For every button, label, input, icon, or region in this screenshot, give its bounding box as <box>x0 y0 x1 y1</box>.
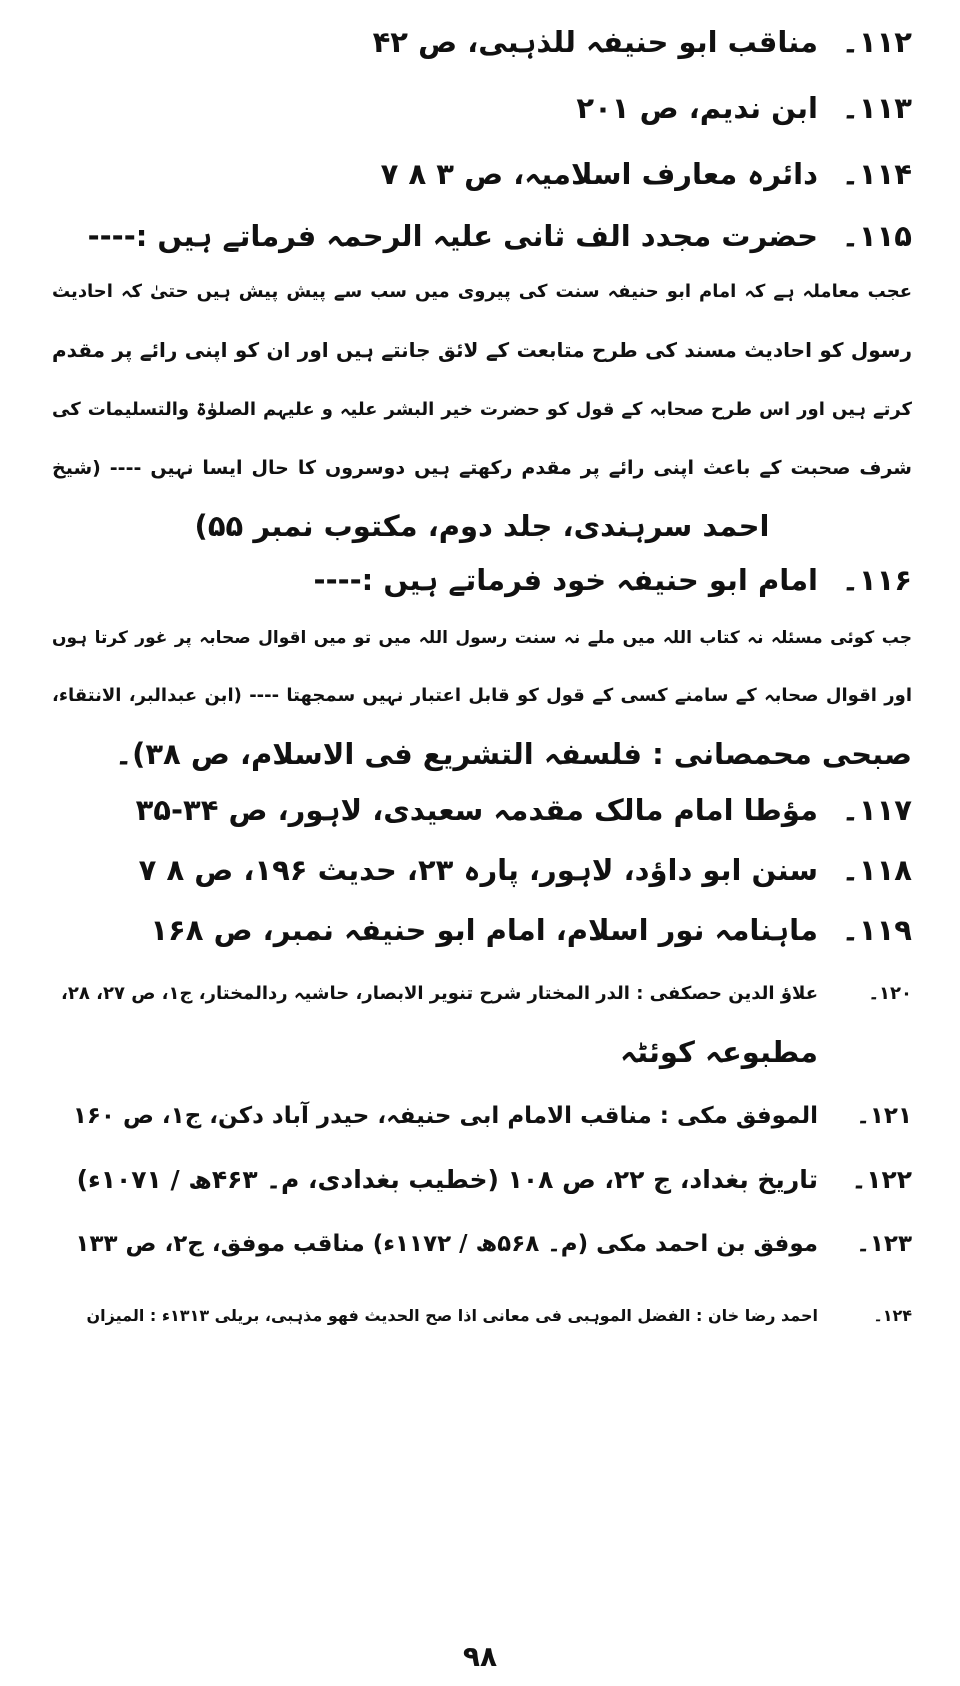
quote-115-line: شرف صحبت کے باعث اپنی رائے پر مقدم رکھتے ہیں دوسروں کا حال ایسا نہیں ---- (شیخ <box>52 457 912 479</box>
quote-116-line: صبحی محمصانی : فلسفہ التشریع فی الاسلام، ص ۳۸)۔ <box>115 737 912 771</box>
quote-115-line: کرتے ہیں اور اس طرح صحابہ کے قول کو حضرت خیر البشر علیہ و علیہم الصلوٰۃ والتسلیمات کی <box>52 399 912 420</box>
footnote-116 <box>52 560 912 600</box>
footnote-text: علاؤ الدین حصکفی : الدر المختار شرح تنویر الابصار، حاشیہ ردالمختار، ج۱، ص ۲۷، ۲۸، <box>61 983 818 1004</box>
footnote-text: الموفق مکی : مناقب الامام ابی حنیفہ، حیدر آباد دکن، ج۱، ص ۱۶۰ <box>72 1103 818 1129</box>
quote-115-line: احمد سرہندی، جلد دوم، مکتوب نمبر ۵۵) <box>194 509 770 543</box>
footnote-number: ۱۱۴۔ <box>841 157 912 191</box>
footnote-120-continuation: مطبوعہ کوئٹہ <box>620 1035 818 1069</box>
footnote-112 <box>52 22 912 62</box>
footnote-text: مؤطا امام مالک مقدمہ سعیدی، لاہور، ص ۳۴-۳۵ <box>135 793 818 827</box>
footnote-121 <box>52 1096 912 1136</box>
footnote-text: مناقب ابو حنیفہ للذہبی، ص ۴۲ <box>372 25 818 59</box>
quote-115-line: رسول کو احادیث مسند کی طرح متابعت کے لائق جانتے ہیں اور ان کو اپنی رائے پر مقدم <box>52 338 912 362</box>
footnote-number: ۱۱۶۔ <box>841 563 912 597</box>
footnote-number: ۱۲۲۔ <box>851 1165 912 1194</box>
footnote-text: ماہنامہ نور اسلام، امام ابو حنیفہ نمبر، ص ۱۶۸ <box>150 913 818 947</box>
footnote-118 <box>52 850 912 890</box>
footnote-text: سنن ابو داؤد، لاہور، پارہ ۲۳، حدیث ۱۹۶، ص ۸ ۷ <box>138 853 818 887</box>
footnote-114 <box>52 154 912 194</box>
quote-116-line: جب کوئی مسئلہ نہ کتاب اللہ میں ملے نہ سنت رسول اللہ میں تو میں اقوال صحابہ پر غور کرتا ہوں <box>52 628 912 648</box>
footnote-text: دائرہ معارف اسلامیہ، ص ۳ ۸ ۷ <box>380 157 818 191</box>
footnote-number: ۱۲۱۔ <box>856 1103 912 1129</box>
footnote-text: موفق بن احمد مکی (م۔ ۵۶۸ھ / ۱۱۷۲ء) مناقب موفق، ج۲، ص ۱۳۳ <box>75 1231 818 1257</box>
footnote-117 <box>52 790 912 830</box>
footnote-number: ۱۲۴۔ <box>873 1306 912 1325</box>
footnote-text: امام ابو حنیفہ خود فرماتے ہیں :---- <box>313 563 818 597</box>
footnote-number: ۱۱۲۔ <box>841 25 912 59</box>
footnote-115 <box>52 216 912 256</box>
footnote-number: ۱۱۸۔ <box>841 853 912 887</box>
footnote-number: ۱۱۳۔ <box>841 91 912 125</box>
footnote-number: ۱۱۷۔ <box>841 793 912 827</box>
page-number: ۹۸ <box>462 1640 498 1673</box>
footnote-113 <box>52 88 912 128</box>
footnote-122 <box>52 1160 912 1200</box>
footnote-text: احمد رضا خان : الفضل الموہبی فی معانی اذا صح الحدیث فھو مذہبی، بریلی ۱۳۱۳ء : المیزان <box>86 1306 818 1325</box>
quote-115-line: عجب معاملہ ہے کہ امام ابو حنیفہ سنت کی پیروی میں سب سے پیش پیش ہیں حتیٰ کہ احادیث <box>52 281 912 302</box>
footnote-119 <box>52 910 912 950</box>
footnote-124 <box>52 1296 912 1336</box>
footnote-text: ابن ندیم، ص ۲۰۱ <box>576 91 818 125</box>
footnote-123 <box>52 1224 912 1264</box>
footnote-number: ۱۲۳۔ <box>856 1231 912 1257</box>
footnote-number: ۱۱۹۔ <box>841 913 912 947</box>
quote-116-line: اور اقوال صحابہ کے سامنے کسی کے قول کو قابل اعتبار نہیں سمجھتا ---- (ابن عبدالبر، الانتقاء، <box>52 685 912 706</box>
footnote-number: ۱۲۰۔ <box>868 983 912 1004</box>
footnote-text: حضرت مجدد الف ثانی علیہ الرحمہ فرماتے ہیں :---- <box>87 219 818 253</box>
footnote-number: ۱۱۵۔ <box>841 219 912 253</box>
footnote-120 <box>52 974 912 1014</box>
footnote-text: تاریخ بغداد، ج ۲۲، ص ۱۰۸ (خطیب بغدادی، م۔ ۴۶۳ھ / ۱۰۷۱ء) <box>76 1165 818 1194</box>
